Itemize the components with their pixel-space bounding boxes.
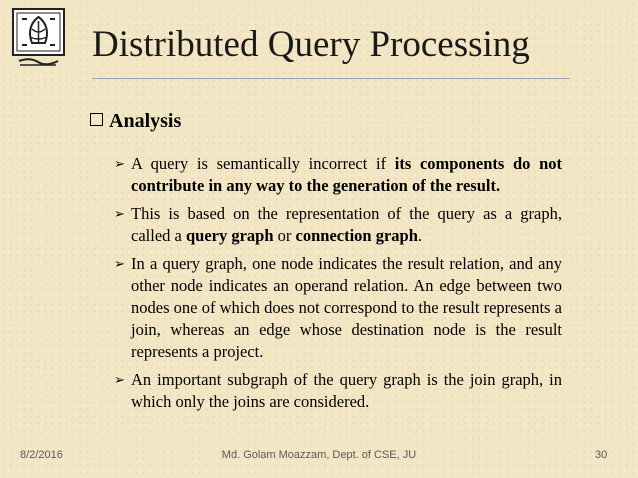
bullet-text: In a query graph, one node indicates the result relation, and any other node indicates an operand relation. An edge between two nodes one of which does not correspond to the result represents a join, whereas an edge whose destination node is the result represents a project. (131, 254, 562, 361)
footer-date: 8/2/2016 (20, 449, 63, 461)
bullet-text: . (417, 226, 423, 245)
bullet-text: or (273, 226, 296, 245)
section-heading-label: Analysis (109, 110, 182, 132)
arrow-right-bullet-icon: ➢ (114, 206, 125, 221)
arrow-right-bullet-icon: ➢ (114, 256, 125, 271)
bullet-item (114, 203, 562, 247)
section-heading (90, 109, 181, 133)
university-emblem-icon (10, 7, 67, 71)
bullet-item (114, 153, 562, 197)
empty-checkbox-bullet-icon (90, 113, 103, 126)
footer-author: Md. Golam Moazzam, Dept. of CSE, JU (221, 449, 417, 461)
bullet-text-bold: query graph (185, 226, 274, 245)
bullet-text: A query is semantically incorrect if (131, 154, 395, 173)
slide-title: Distributed Query Processing (92, 24, 530, 65)
bullet-text: An important subgraph of the query graph is the join graph, in which only the joins are considered. (131, 370, 562, 411)
page-number: 30 (595, 449, 608, 461)
arrow-right-bullet-icon: ➢ (114, 156, 125, 171)
bullet-text: This is based on the representation of the query as a graph, called a (131, 204, 562, 245)
arrow-right-bullet-icon: ➢ (114, 372, 125, 387)
title-divider (92, 78, 570, 79)
bullet-list (114, 153, 562, 419)
university-logo (10, 7, 67, 71)
bullet-item (114, 369, 562, 413)
bullet-text-bold: connection graph (295, 226, 418, 245)
bullet-item (114, 253, 562, 363)
bullet-text-bold: its components do not contribute in any way to the generation of the result. (131, 154, 562, 195)
